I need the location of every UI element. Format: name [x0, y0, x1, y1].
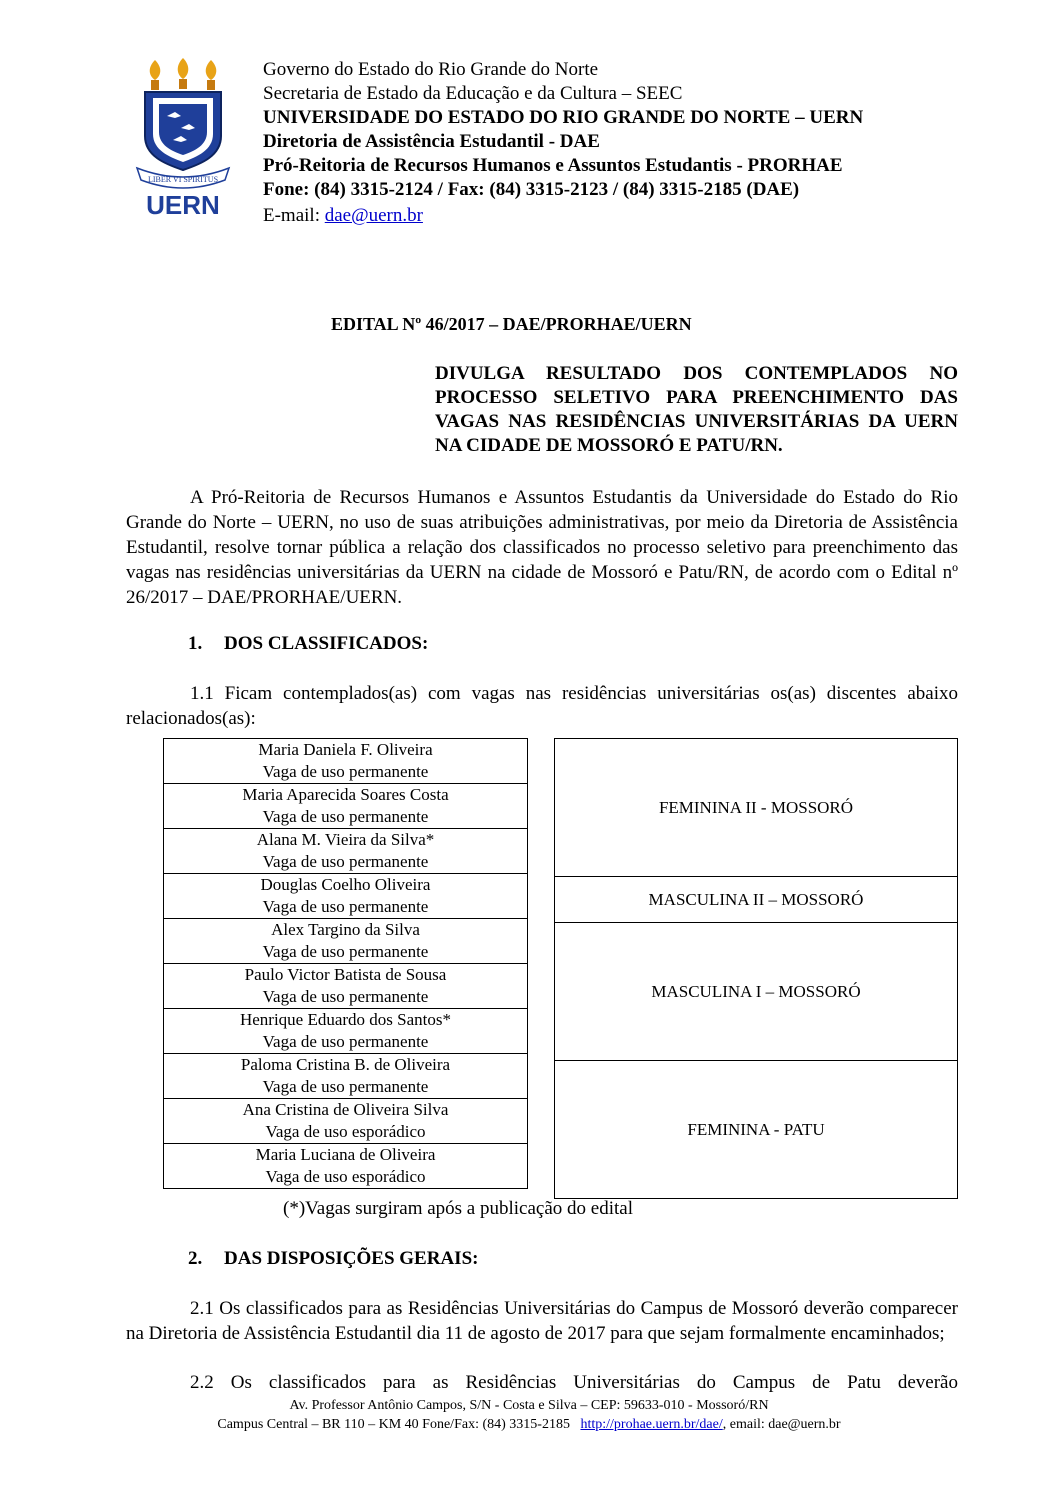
- student-name: Paulo Victor Batista de Sousa: [244, 965, 447, 984]
- classificado-cell: [164, 784, 528, 829]
- residencia-row: [555, 1061, 958, 1199]
- classificado-row: [164, 1054, 528, 1099]
- section-1-number: 1.: [188, 633, 203, 654]
- classificados-table: [163, 738, 528, 1189]
- residencia-row: [555, 877, 958, 923]
- email-label: E-mail:: [263, 205, 325, 226]
- item-1-1: 1.1 Ficam contemplados(as) com vagas nas residências universitárias os(as) discentes abaixo relacionados(as):: [126, 683, 958, 729]
- residencia-label: MASCULINA II – MOSSORÓ: [555, 877, 958, 923]
- residencia-label: FEMININA II - MOSSORÓ: [555, 739, 958, 877]
- classificado-cell: [164, 1009, 528, 1054]
- vaga-type: Vaga de uso permanente: [262, 897, 429, 916]
- residencia-label: FEMININA - PATU: [555, 1061, 958, 1199]
- student-name: Douglas Coelho Oliveira: [260, 875, 431, 894]
- classificado-row: [164, 1144, 528, 1189]
- vaga-type: Vaga de uso permanente: [262, 1077, 429, 1096]
- footer-contact: [0, 1415, 1058, 1434]
- torch-icon: [150, 58, 217, 90]
- header-email: [263, 204, 423, 228]
- residencia-row: [555, 739, 958, 877]
- residencias-table: [554, 738, 958, 1199]
- section-1-item: [126, 681, 958, 731]
- student-name: Henrique Eduardo dos Santos*: [239, 1010, 452, 1029]
- student-name: Alex Targino da Silva: [271, 920, 420, 939]
- vaga-type: Vaga de uso esporádico: [265, 1167, 426, 1186]
- email-link[interactable]: dae@uern.br: [324, 205, 423, 226]
- section-1-heading: [188, 633, 428, 655]
- classificado-cell: [164, 1099, 528, 1144]
- student-name: Maria Aparecida Soares Costa: [242, 785, 449, 804]
- classificado-row: [164, 829, 528, 874]
- footer-address: Av. Professor Antônio Campos, S/N - Costa e Silva – CEP: 59633-010 - Mossoró/RN: [289, 1398, 769, 1413]
- footer-url-link[interactable]: http://prohae.uern.br/dae/: [580, 1417, 723, 1432]
- section-2-item-1: [126, 1296, 958, 1346]
- header-secretaria: Secretaria de Estado da Educação e da Cultura – SEEC: [263, 83, 683, 104]
- intro-paragraph: [126, 485, 958, 610]
- table-note: (*)Vagas surgiram após a publicação do edital: [283, 1198, 633, 1219]
- student-name: Ana Cristina de Oliveira Silva: [242, 1100, 449, 1119]
- student-name: Alana M. Vieira da Silva*: [256, 830, 435, 849]
- classificado-row: [164, 964, 528, 1009]
- classificado-row: [164, 919, 528, 964]
- uern-logo: [133, 58, 233, 218]
- footer-email: , email: dae@uern.br: [722, 1417, 841, 1432]
- classificado-row: [164, 784, 528, 829]
- section-2-title: DAS DISPOSIÇÕES GERAIS:: [224, 1248, 479, 1269]
- header-phone: Fone: (84) 3315-2124 / Fax: (84) 3315-2123 / (84) 3315-2185 (DAE): [263, 179, 800, 200]
- item-2-2: 2.2 Os classificados para as Residências Universitárias do Campus de Patu deverão: [190, 1372, 958, 1393]
- header-pro-reitoria: Pró-Reitoria de Recursos Humanos e Assuntos Estudantis - PRORHAE: [263, 155, 843, 176]
- section-2-heading: [188, 1248, 478, 1270]
- intro-text: A Pró-Reitoria de Recursos Humanos e Assuntos Estudantis da Universidade do Estado do Rio Grande do Norte – UERN, no uso de suas atribuições administrativas, por meio da Diretoria de Assistência Estudantil, resolve tornar pública a relação dos classificados no processo seletivo para preenchimento das vagas nas residências universitárias da UERN na cidade de Mossoró e Patu/RN, de acordo com o Edital nº 26/2017 – DAE/PRORHAE/UERN.: [126, 487, 958, 608]
- vaga-type: Vaga de uso permanente: [262, 1032, 429, 1051]
- classificado-row: [164, 874, 528, 919]
- vaga-type: Vaga de uso permanente: [262, 987, 429, 1006]
- header-government: Governo do Estado do Rio Grande do Norte: [263, 59, 599, 80]
- vaga-type: Vaga de uso permanente: [262, 762, 429, 781]
- footer-campus: Campus Central – BR 110 – KM 40 Fone/Fax: (84) 3315-2185: [217, 1417, 570, 1432]
- classificado-row: [164, 739, 528, 784]
- student-name: Paloma Cristina B. de Oliveira: [240, 1055, 451, 1074]
- residencia-row: [555, 923, 958, 1061]
- vaga-type: Vaga de uso permanente: [262, 942, 429, 961]
- item-2-1: 2.1 Os classificados para as Residências Universitárias do Campus de Mossoró deverão comparecer na Diretoria de Assistência Estudantil dia 11 de agosto de 2017 para que sejam formalmente encaminhados;: [126, 1298, 958, 1344]
- classificado-cell: [164, 829, 528, 874]
- classificado-cell: [164, 1144, 528, 1189]
- classificado-cell: [164, 919, 528, 964]
- edital-subtitle: DIVULGA RESULTADO DOS CONTEMPLADOS NO PROCESSO SELETIVO PARA PREENCHIMENTO DAS VAGAS NAS RESIDÊNCIAS UNIVERSITÁRIAS DA UERN NA CIDADE DE MOSSORÓ E PATU/RN.: [435, 363, 958, 456]
- vaga-type: Vaga de uso permanente: [262, 852, 429, 871]
- edital-title: EDITAL Nº 46/2017 – DAE/PRORHAE/UERN: [331, 314, 692, 334]
- classificado-row: [164, 1099, 528, 1144]
- student-name: Maria Luciana de Oliveira: [255, 1145, 436, 1164]
- vaga-type: Vaga de uso permanente: [262, 807, 429, 826]
- vaga-type: Vaga de uso esporádico: [265, 1122, 426, 1141]
- student-name: Maria Daniela F. Oliveira: [258, 740, 433, 759]
- section-1-title: DOS CLASSIFICADOS:: [224, 633, 429, 654]
- svg-text:LIBER VI SPIRITUS: LIBER VI SPIRITUS: [147, 175, 219, 184]
- classificado-cell: [164, 1054, 528, 1099]
- section-2-item-2: [126, 1370, 958, 1395]
- header-diretoria: Diretoria de Assistência Estudantil - DAE: [263, 131, 600, 152]
- section-2-number: 2.: [188, 1248, 203, 1269]
- svg-text:UERN: UERN: [146, 190, 220, 218]
- classificado-cell: [164, 964, 528, 1009]
- classificado-row: [164, 1009, 528, 1054]
- residencia-label: MASCULINA I – MOSSORÓ: [555, 923, 958, 1061]
- header-university: UNIVERSIDADE DO ESTADO DO RIO GRANDE DO NORTE – UERN: [263, 107, 864, 128]
- classificado-cell: [164, 874, 528, 919]
- classificado-cell: [164, 739, 528, 784]
